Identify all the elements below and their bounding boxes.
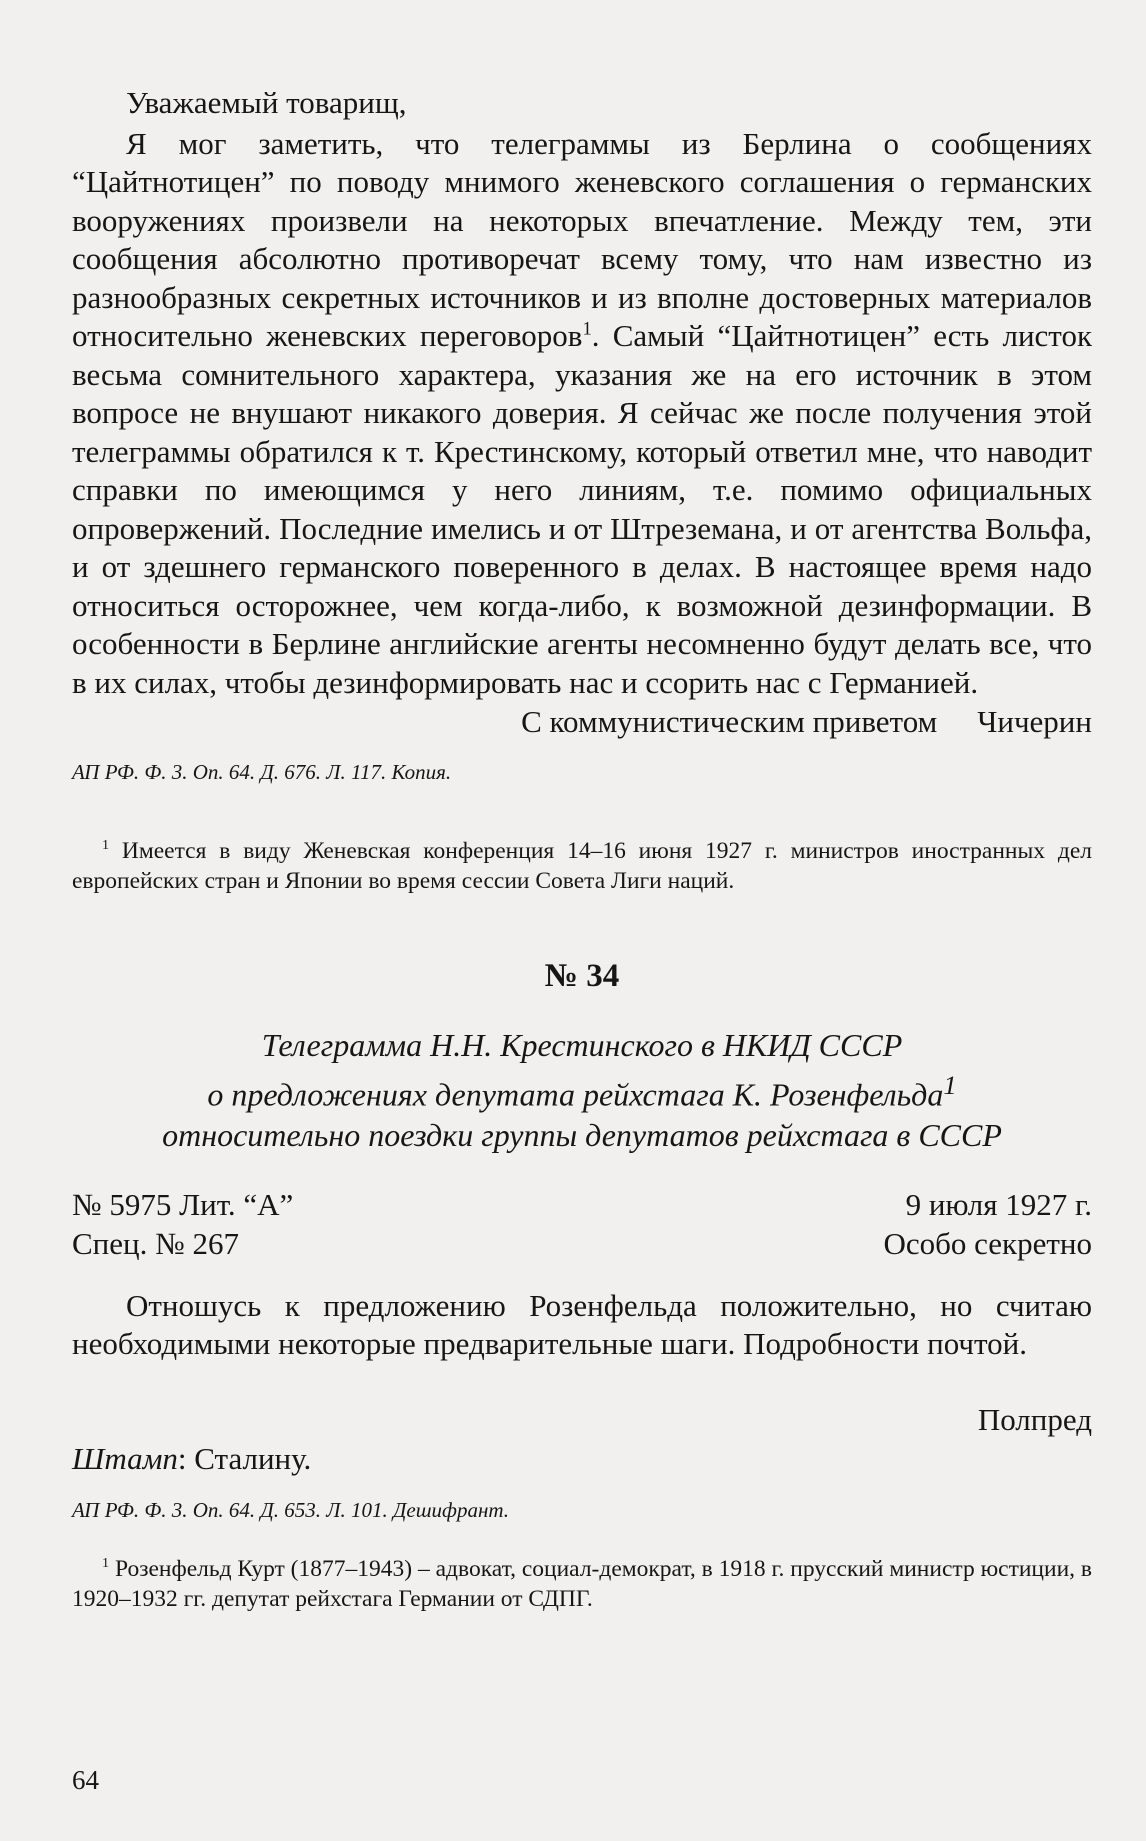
page-content <box>72 84 1092 1614</box>
stamp-value: : Сталину. <box>177 1440 312 1476</box>
document-title-line-2 <box>72 1065 1092 1115</box>
telegram-stamp <box>72 1439 1092 1478</box>
document-meta-row-2 <box>72 1224 1092 1263</box>
document-title <box>72 1025 1092 1155</box>
title-footnote-ref: 1 <box>943 1070 957 1100</box>
stamp-label: Штамп <box>72 1440 178 1476</box>
letter-greeting: Уважаемый товарищ, <box>126 85 407 120</box>
telegram-body: Отношусь к предложению Розенфельда положительно, но считаю необходимыми некоторые предварительные шаги. Подробности почтой. <box>72 1287 1092 1362</box>
document-title-line-3: относительно поездки группы депутатов рейхстага в СССР <box>162 1116 1002 1153</box>
footnote-mark: 1 <box>102 1554 110 1571</box>
document-number: № 34 <box>544 958 620 994</box>
document-reference: № 5975 Лит. “А” <box>72 1186 294 1222</box>
document-classification: Особо секретно <box>883 1225 1092 1261</box>
footnote-ref: 1 <box>582 318 592 340</box>
footnote-text: Имеется в виду Женевская конференция 14–16 июня 1927 г. министров иностранных дел европейских стран и Японии во время сессии Совета Лиги наций. <box>72 838 1092 894</box>
letter-footnote <box>72 836 1092 896</box>
letter-closing: С коммунистическим приветом <box>521 704 938 739</box>
footnote-mark: 1 <box>102 837 110 854</box>
document-meta-row-1 <box>72 1185 1092 1224</box>
letter-signature: Чичерин <box>977 704 1092 739</box>
footnote-text: Розенфельд Курт (1877–1943) – адвокат, социал-демократ, в 1918 г. прусский министр юстиции, в 1920–1932 гг. депутат рейхстага Германии от СДПГ. <box>72 1555 1093 1612</box>
document-date: 9 июля 1927 г. <box>905 1186 1092 1222</box>
letter-body-part2: . Самый “Цайтнотицен” есть листок весьма сомнительного характера, указания же на его источник в этом вопросе не внушают никакого доверия. Я сейчас же после получения этой телеграммы обратился к т. Крестинскому, который ответил мне, что наводит справки по имеющимся у него линиям, т.е. помимо официальных опровержений. Последние имелись и от Штреземана, и от агентства Вольфа, и от здешнего германского поверенного в делах. В настоящее время надо относиться осторожнее, чем когда-либо, к возможной дезинформации. В особенности в Берлине английские агенты несомненно будут делать все, что в их силах, чтобы дезинформировать нас и ссорить нас с Германией. <box>72 318 1093 700</box>
letter-body <box>72 125 1092 703</box>
letter-signature-line <box>72 702 1092 742</box>
title-line-2-text: о предложениях депутата рейхстага К. Розенфельда <box>207 1076 944 1113</box>
letter-archive-source: АП РФ. Ф. 3. Оп. 64. Д. 676. Л. 117. Копия. <box>72 760 452 784</box>
page-number: 64 <box>72 1765 99 1795</box>
document-special-number: Спец. № 267 <box>72 1225 239 1261</box>
telegram-sender: Полпред <box>977 1401 1092 1437</box>
document-title-line-1: Телеграмма Н.Н. Крестинского в НКИД СССР <box>261 1027 903 1063</box>
telegram-footnote <box>72 1554 1092 1614</box>
telegram-archive-source: АП РФ. Ф. 3. Оп. 64. Д. 653. Л. 101. Дешифрант. <box>72 1497 510 1522</box>
letter-body-part1: Я мог заметить, что телеграммы из Берлина о сообщениях “Цайтнотицен” по поводу мнимого женевского соглашения о германских вооружениях произвели на некоторых впечатление. Между тем, эти сообщения абсолютно противоречат всему тому, что нам известно из разнообразных секретных источников и из вполне достоверных материалов относительно женевских переговоров <box>72 125 1092 353</box>
